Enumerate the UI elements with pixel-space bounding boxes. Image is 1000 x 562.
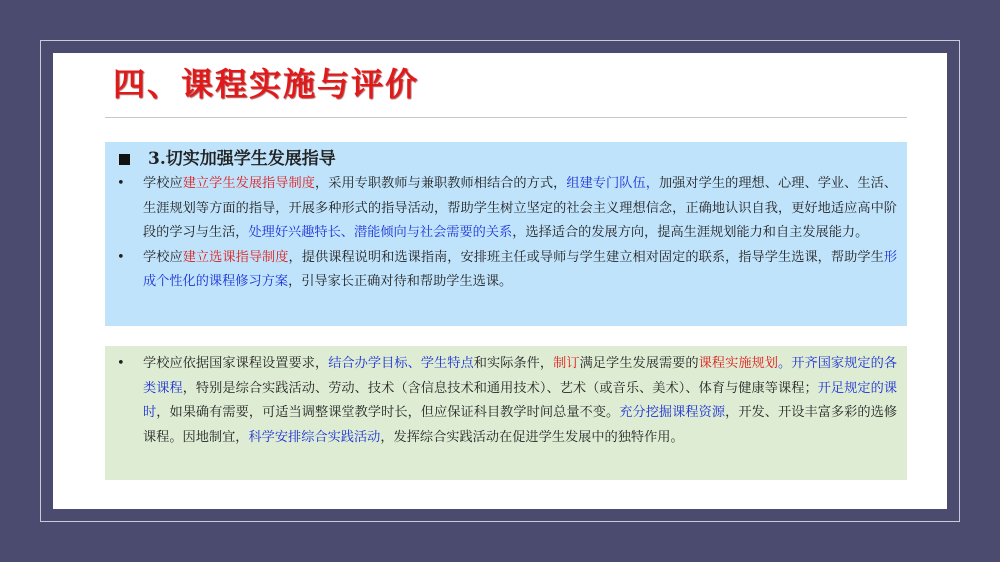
highlight-blue: 。开齐国家规定的各类课程: [143, 356, 898, 396]
text-run: ，提供课程说明和选课指南，安排班主任或导师与学生建立相对固定的联系，指导学生选课，帮助学生: [288, 249, 884, 265]
guidance-box: [105, 142, 907, 326]
page-title: 四、课程实施与评价: [113, 65, 420, 103]
text-run: ，如果确有需要，可适当调整课堂教学时长，但应保证科目教学时间总量不变。: [156, 405, 620, 421]
list-item-course-selection: [115, 246, 897, 295]
highlight-red: 建立选课指导制度: [182, 249, 289, 265]
highlight-blue: 形成个性化的课程修习方案: [143, 249, 898, 290]
title-divider: [105, 117, 907, 118]
highlight-red: 课程实施规划: [698, 356, 779, 371]
highlight-blue: 处理好兴趣特长、潜能倾向与社会需要的关系: [248, 225, 513, 241]
list-item-curriculum-plan: [115, 352, 897, 450]
text-run: ，开发、开设丰富多彩的选修课程。因地制宜，: [143, 405, 898, 445]
highlight-red: 制订: [553, 356, 580, 371]
text-run: ，引导家长正确对待和帮助学生选课。: [288, 274, 513, 290]
highlight-red: 建立学生发展指导制度: [182, 176, 315, 191]
text-run: ，采用专职教师与兼职教师相结合的方式，: [314, 176, 567, 191]
bullet-icon: •: [117, 249, 125, 265]
bullet-icon: •: [117, 356, 125, 371]
highlight-blue: 结合办学目标、学生特点: [328, 356, 474, 371]
text-run: 学校应: [143, 176, 183, 191]
text-run: ，发挥综合实践活动在促进学生发展中的独特作用。: [380, 429, 684, 445]
text-run: 和实际条件，: [473, 356, 554, 371]
highlight-blue: 科学安排综合实践活动: [248, 429, 381, 445]
text-run: ，选择适合的发展方向，提高生涯规划能力和自主发展能力。: [512, 225, 869, 241]
curriculum-box: [105, 346, 907, 480]
text-run: 学校应: [143, 249, 183, 265]
list-item-development-guidance: [115, 172, 897, 246]
text-run: 学校应依据国家课程设置要求，: [143, 356, 329, 371]
section-heading-text: 3.切实加强学生发展指导: [148, 149, 336, 169]
text-run: ，特别是综合实践活动、劳动、技术（含信息技术和通用技术）、艺术（或音乐、美术）、体育与健康等课程；: [182, 380, 818, 396]
text-run: 满足学生发展需要的: [579, 356, 699, 371]
square-bullet-icon: [119, 154, 130, 165]
text-run: 加强对学生的理想、心理、学业、生活、生涯规划等方面的指导，开展多种形式的指导活动，帮助学生树立坚定的社会主义理想信念，正确地认识自我，更好地适应高中阶段的学习与生活，: [143, 176, 898, 241]
highlight-blue: 组建专门队伍，: [566, 176, 659, 191]
highlight-blue: 充分挖掘课程资源: [619, 405, 726, 421]
highlight-blue: 开足规定的课时: [143, 380, 898, 421]
bullet-icon: •: [117, 176, 125, 191]
slide: [53, 53, 947, 509]
section-heading: [115, 146, 897, 172]
